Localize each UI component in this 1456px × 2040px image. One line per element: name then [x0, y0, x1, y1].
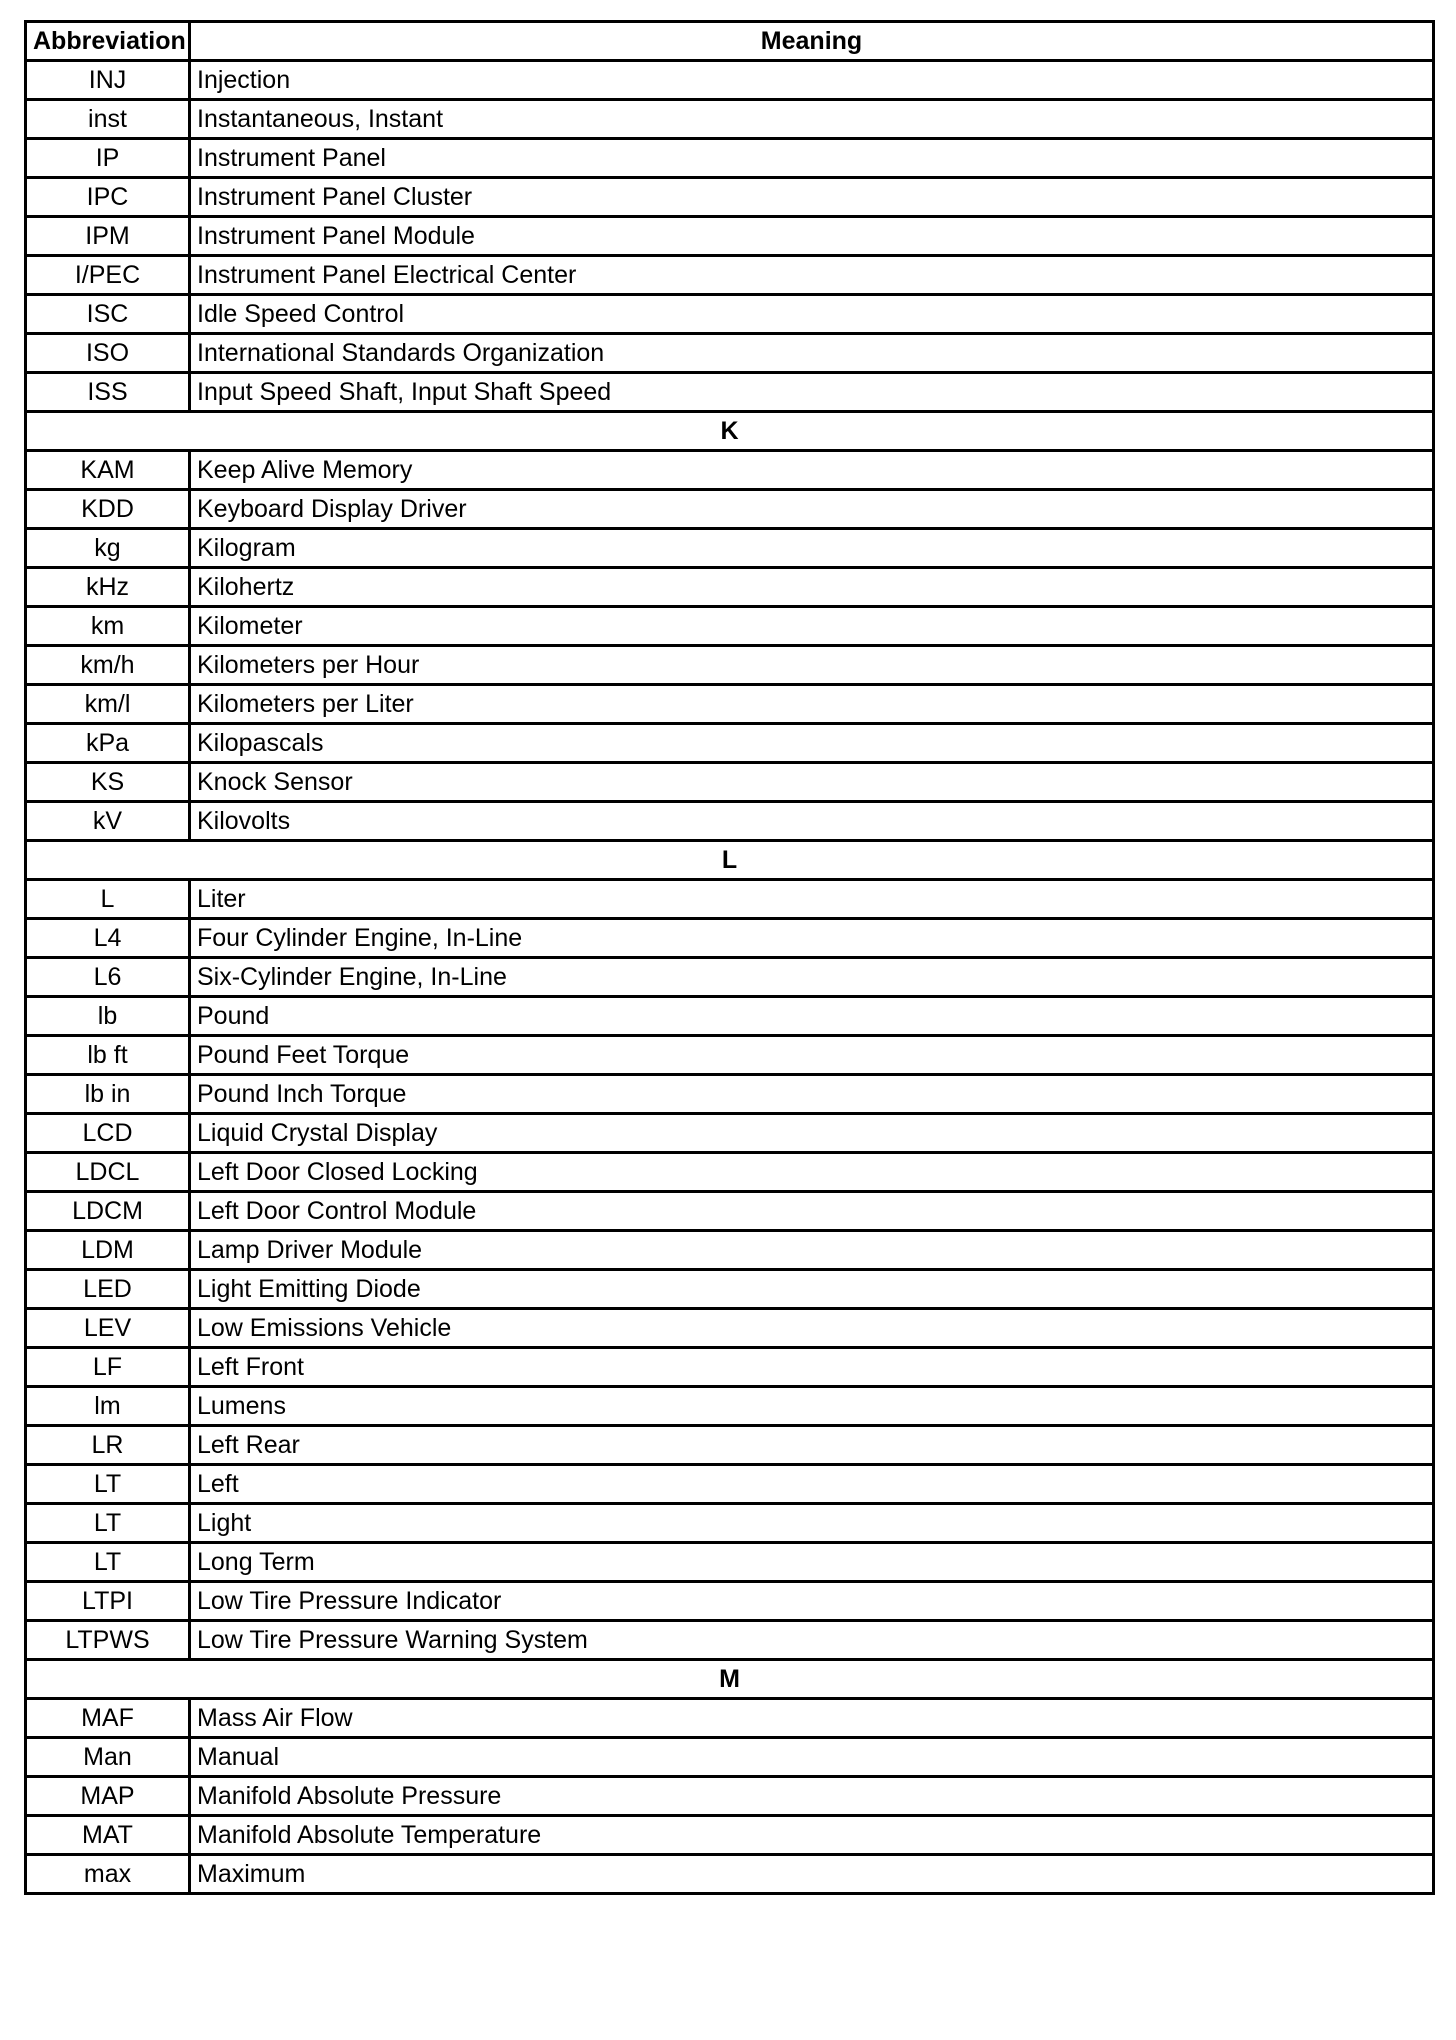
abbreviation-cell: inst	[26, 100, 190, 139]
section-row	[26, 412, 1434, 451]
meaning-cell: Knock Sensor	[190, 763, 1434, 802]
meaning-cell: Mass Air Flow	[190, 1699, 1434, 1738]
table-row	[26, 1738, 1434, 1777]
table-row	[26, 295, 1434, 334]
meaning-cell: Kilovolts	[190, 802, 1434, 841]
meaning-cell: International Standards Organization	[190, 334, 1434, 373]
abbreviation-cell: LTPI	[26, 1582, 190, 1621]
meaning-cell: Keyboard Display Driver	[190, 490, 1434, 529]
abbreviation-cell: LED	[26, 1270, 190, 1309]
table-row	[26, 373, 1434, 412]
table-row	[26, 1582, 1434, 1621]
meaning-cell: Pound Inch Torque	[190, 1075, 1434, 1114]
meaning-cell: Left Door Closed Locking	[190, 1153, 1434, 1192]
abbreviation-cell: L6	[26, 958, 190, 997]
table-row	[26, 1855, 1434, 1894]
table-row	[26, 61, 1434, 100]
abbreviation-cell: ISS	[26, 373, 190, 412]
abbreviation-cell: LEV	[26, 1309, 190, 1348]
abbreviation-cell: lb ft	[26, 1036, 190, 1075]
table-row	[26, 1231, 1434, 1270]
abbreviation-cell: IP	[26, 139, 190, 178]
abbreviation-cell: ISC	[26, 295, 190, 334]
meaning-cell: Liter	[190, 880, 1434, 919]
table-row	[26, 100, 1434, 139]
meaning-cell: Instrument Panel Electrical Center	[190, 256, 1434, 295]
abbreviation-cell: max	[26, 1855, 190, 1894]
section-row	[26, 841, 1434, 880]
meaning-cell: Long Term	[190, 1543, 1434, 1582]
abbreviation-cell: LDCL	[26, 1153, 190, 1192]
meaning-cell: Injection	[190, 61, 1434, 100]
table-row	[26, 997, 1434, 1036]
table-row	[26, 724, 1434, 763]
meaning-cell: Instrument Panel Module	[190, 217, 1434, 256]
table-row	[26, 1387, 1434, 1426]
meaning-cell: Kilohertz	[190, 568, 1434, 607]
table-row	[26, 334, 1434, 373]
section-letter: L	[26, 841, 1434, 880]
header-meaning: Meaning	[190, 22, 1434, 61]
meaning-cell: Kilometers per Liter	[190, 685, 1434, 724]
table-row	[26, 1036, 1434, 1075]
meaning-cell: Liquid Crystal Display	[190, 1114, 1434, 1153]
abbreviations-table	[24, 20, 1435, 1895]
table-row	[26, 802, 1434, 841]
meaning-cell: Instrument Panel	[190, 139, 1434, 178]
table-row	[26, 646, 1434, 685]
meaning-cell: Input Speed Shaft, Input Shaft Speed	[190, 373, 1434, 412]
table-row	[26, 607, 1434, 646]
meaning-cell: Pound	[190, 997, 1434, 1036]
abbreviation-cell: km/l	[26, 685, 190, 724]
table-row	[26, 1699, 1434, 1738]
meaning-cell: Instrument Panel Cluster	[190, 178, 1434, 217]
abbreviation-cell: LR	[26, 1426, 190, 1465]
abbreviation-cell: LDM	[26, 1231, 190, 1270]
abbreviation-cell: IPM	[26, 217, 190, 256]
table-row	[26, 1465, 1434, 1504]
meaning-cell: Maximum	[190, 1855, 1434, 1894]
abbreviation-cell: LTPWS	[26, 1621, 190, 1660]
table-row	[26, 1153, 1434, 1192]
abbreviation-cell: MAF	[26, 1699, 190, 1738]
meaning-cell: Manual	[190, 1738, 1434, 1777]
abbreviation-cell: kg	[26, 529, 190, 568]
table-body	[26, 61, 1434, 1894]
abbreviation-cell: KDD	[26, 490, 190, 529]
meaning-cell: Light Emitting Diode	[190, 1270, 1434, 1309]
table-row	[26, 217, 1434, 256]
table-row	[26, 880, 1434, 919]
table-row	[26, 568, 1434, 607]
meaning-cell: Manifold Absolute Temperature	[190, 1816, 1434, 1855]
meaning-cell: Pound Feet Torque	[190, 1036, 1434, 1075]
meaning-cell: Kilometers per Hour	[190, 646, 1434, 685]
abbreviation-cell: LCD	[26, 1114, 190, 1153]
abbreviations-sheet	[24, 20, 1432, 1895]
table-row	[26, 529, 1434, 568]
abbreviation-cell: km/h	[26, 646, 190, 685]
abbreviation-cell: LT	[26, 1504, 190, 1543]
abbreviation-cell: MAP	[26, 1777, 190, 1816]
abbreviation-cell: INJ	[26, 61, 190, 100]
meaning-cell: Keep Alive Memory	[190, 451, 1434, 490]
meaning-cell: Left Door Control Module	[190, 1192, 1434, 1231]
table-row	[26, 763, 1434, 802]
abbreviation-cell: LT	[26, 1465, 190, 1504]
table-row	[26, 1504, 1434, 1543]
meaning-cell: Left	[190, 1465, 1434, 1504]
meaning-cell: Instantaneous, Instant	[190, 100, 1434, 139]
abbreviation-cell: ISO	[26, 334, 190, 373]
meaning-cell: Idle Speed Control	[190, 295, 1434, 334]
meaning-cell: Left Rear	[190, 1426, 1434, 1465]
meaning-cell: Low Tire Pressure Indicator	[190, 1582, 1434, 1621]
table-row	[26, 1270, 1434, 1309]
abbreviation-cell: lm	[26, 1387, 190, 1426]
table-header-row	[26, 22, 1434, 61]
meaning-cell: Kilopascals	[190, 724, 1434, 763]
abbreviation-cell: Man	[26, 1738, 190, 1777]
table-row	[26, 1075, 1434, 1114]
section-letter: K	[26, 412, 1434, 451]
meaning-cell: Left Front	[190, 1348, 1434, 1387]
table-row	[26, 1426, 1434, 1465]
meaning-cell: Six-Cylinder Engine, In-Line	[190, 958, 1434, 997]
meaning-cell: Kilometer	[190, 607, 1434, 646]
table-row	[26, 1192, 1434, 1231]
table-row	[26, 1309, 1434, 1348]
section-row	[26, 1660, 1434, 1699]
abbreviation-cell: IPC	[26, 178, 190, 217]
meaning-cell: Low Emissions Vehicle	[190, 1309, 1434, 1348]
header-abbreviation: Abbreviation	[26, 22, 190, 61]
table-row	[26, 919, 1434, 958]
abbreviation-cell: kPa	[26, 724, 190, 763]
abbreviation-cell: L4	[26, 919, 190, 958]
table-row	[26, 1777, 1434, 1816]
meaning-cell: Lumens	[190, 1387, 1434, 1426]
table-row	[26, 1621, 1434, 1660]
meaning-cell: Manifold Absolute Pressure	[190, 1777, 1434, 1816]
abbreviation-cell: MAT	[26, 1816, 190, 1855]
meaning-cell: Four Cylinder Engine, In-Line	[190, 919, 1434, 958]
abbreviation-cell: KAM	[26, 451, 190, 490]
table-row	[26, 490, 1434, 529]
abbreviation-cell: I/PEC	[26, 256, 190, 295]
meaning-cell: Light	[190, 1504, 1434, 1543]
abbreviation-cell: lb	[26, 997, 190, 1036]
table-row	[26, 1816, 1434, 1855]
abbreviation-cell: LT	[26, 1543, 190, 1582]
table-row	[26, 1114, 1434, 1153]
abbreviation-cell: LDCM	[26, 1192, 190, 1231]
meaning-cell: Low Tire Pressure Warning System	[190, 1621, 1434, 1660]
table-row	[26, 958, 1434, 997]
abbreviation-cell: L	[26, 880, 190, 919]
meaning-cell: Kilogram	[190, 529, 1434, 568]
table-row	[26, 451, 1434, 490]
abbreviation-cell: kV	[26, 802, 190, 841]
abbreviation-cell: kHz	[26, 568, 190, 607]
abbreviation-cell: LF	[26, 1348, 190, 1387]
abbreviation-cell: km	[26, 607, 190, 646]
abbreviation-cell: lb in	[26, 1075, 190, 1114]
table-row	[26, 256, 1434, 295]
table-row	[26, 139, 1434, 178]
table-row	[26, 1543, 1434, 1582]
table-row	[26, 178, 1434, 217]
table-row	[26, 1348, 1434, 1387]
meaning-cell: Lamp Driver Module	[190, 1231, 1434, 1270]
table-row	[26, 685, 1434, 724]
abbreviation-cell: KS	[26, 763, 190, 802]
section-letter: M	[26, 1660, 1434, 1699]
